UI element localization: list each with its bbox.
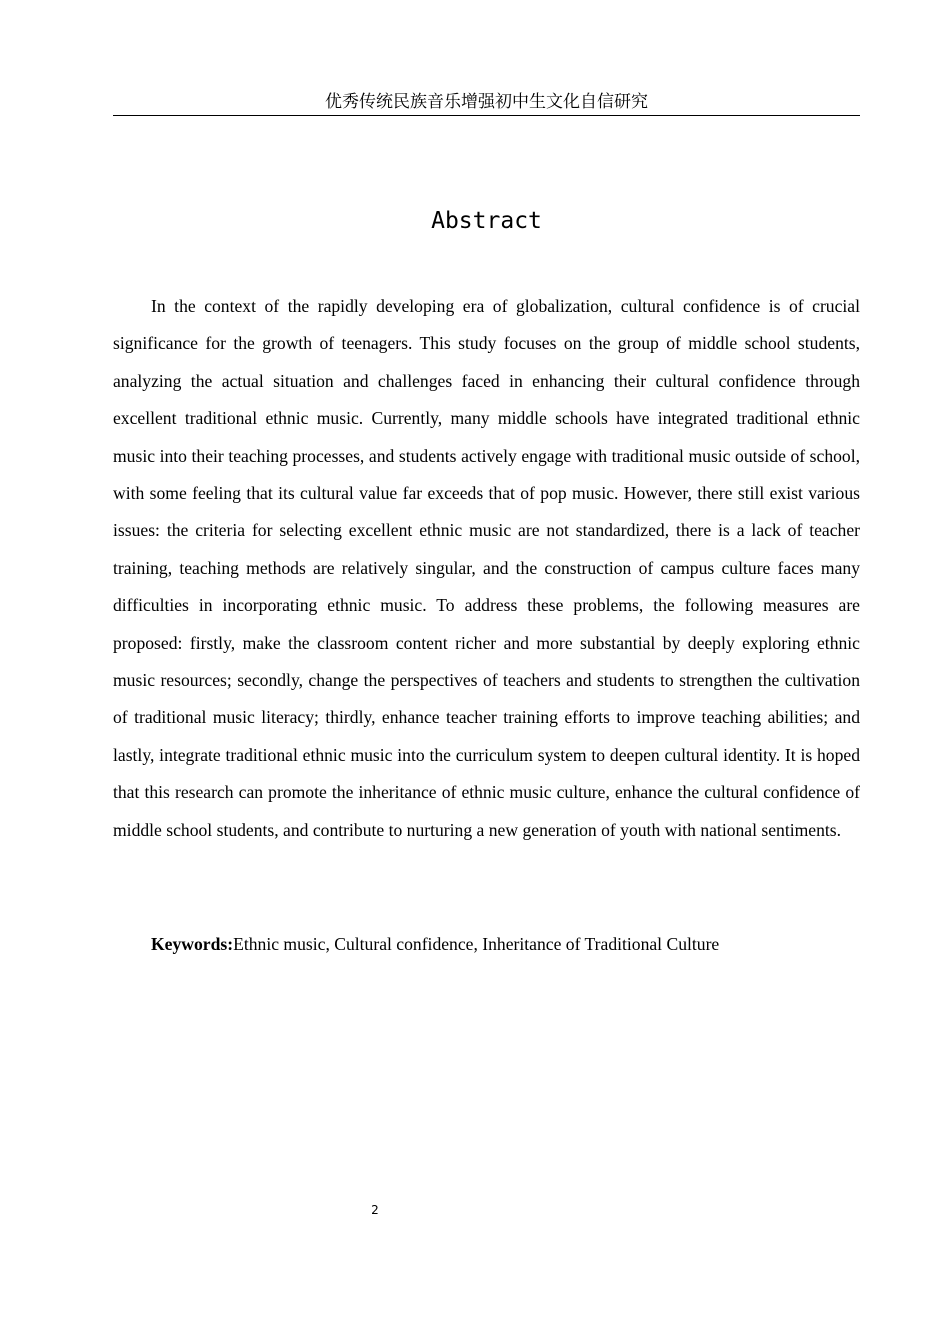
running-header-title: 优秀传统民族音乐增强初中生文化自信研究 (325, 92, 648, 112)
keywords-label: Keywords: (151, 934, 234, 954)
abstract-heading: Abstract (431, 208, 542, 234)
abstract-paragraph: In the context of the rapidly developing era of globalization, cultural confidence is of crucial significance for the growth of teenagers. This study focuses on the group of middle school students, analyzing the actual situation and challenges faced in enhancing their cultural confidence through excellent traditional ethnic music. Currently, many middle schools have integrated traditional ethnic music into their teaching processes, and students actively engage with traditional music outside of school, with some feeling that its cultural value far exceeds that of pop music. However, there still exist various issues: the criteria for selecting excellent ethnic music are not standardized, there is a lack of teacher training, teaching methods are relatively singular, and the construction of campus culture faces many difficulties in incorporating ethnic music. To address these problems, the following measures are proposed: firstly, make the classroom content richer and more substantial by deeply exploring ethnic music resources; secondly, change the perspectives of teachers and students to strengthen the cultivation of traditional music literacy; thirdly, enhance teacher training efforts to improve teaching abilities; and lastly, integrate traditional ethnic music into the curriculum system to deepen cultural identity. It is hoped that this research can promote the inheritance of ethnic music culture, enhance the cultural confidence of middle school students, and contribute to nurturing a new generation of youth with national sentiments. (113, 296, 860, 840)
page-number: 2 (371, 1203, 379, 1217)
running-header (113, 90, 860, 116)
keywords-line (113, 926, 860, 963)
keywords-value: Ethnic music, Cultural confidence, Inheritance of Traditional Culture (233, 934, 720, 954)
